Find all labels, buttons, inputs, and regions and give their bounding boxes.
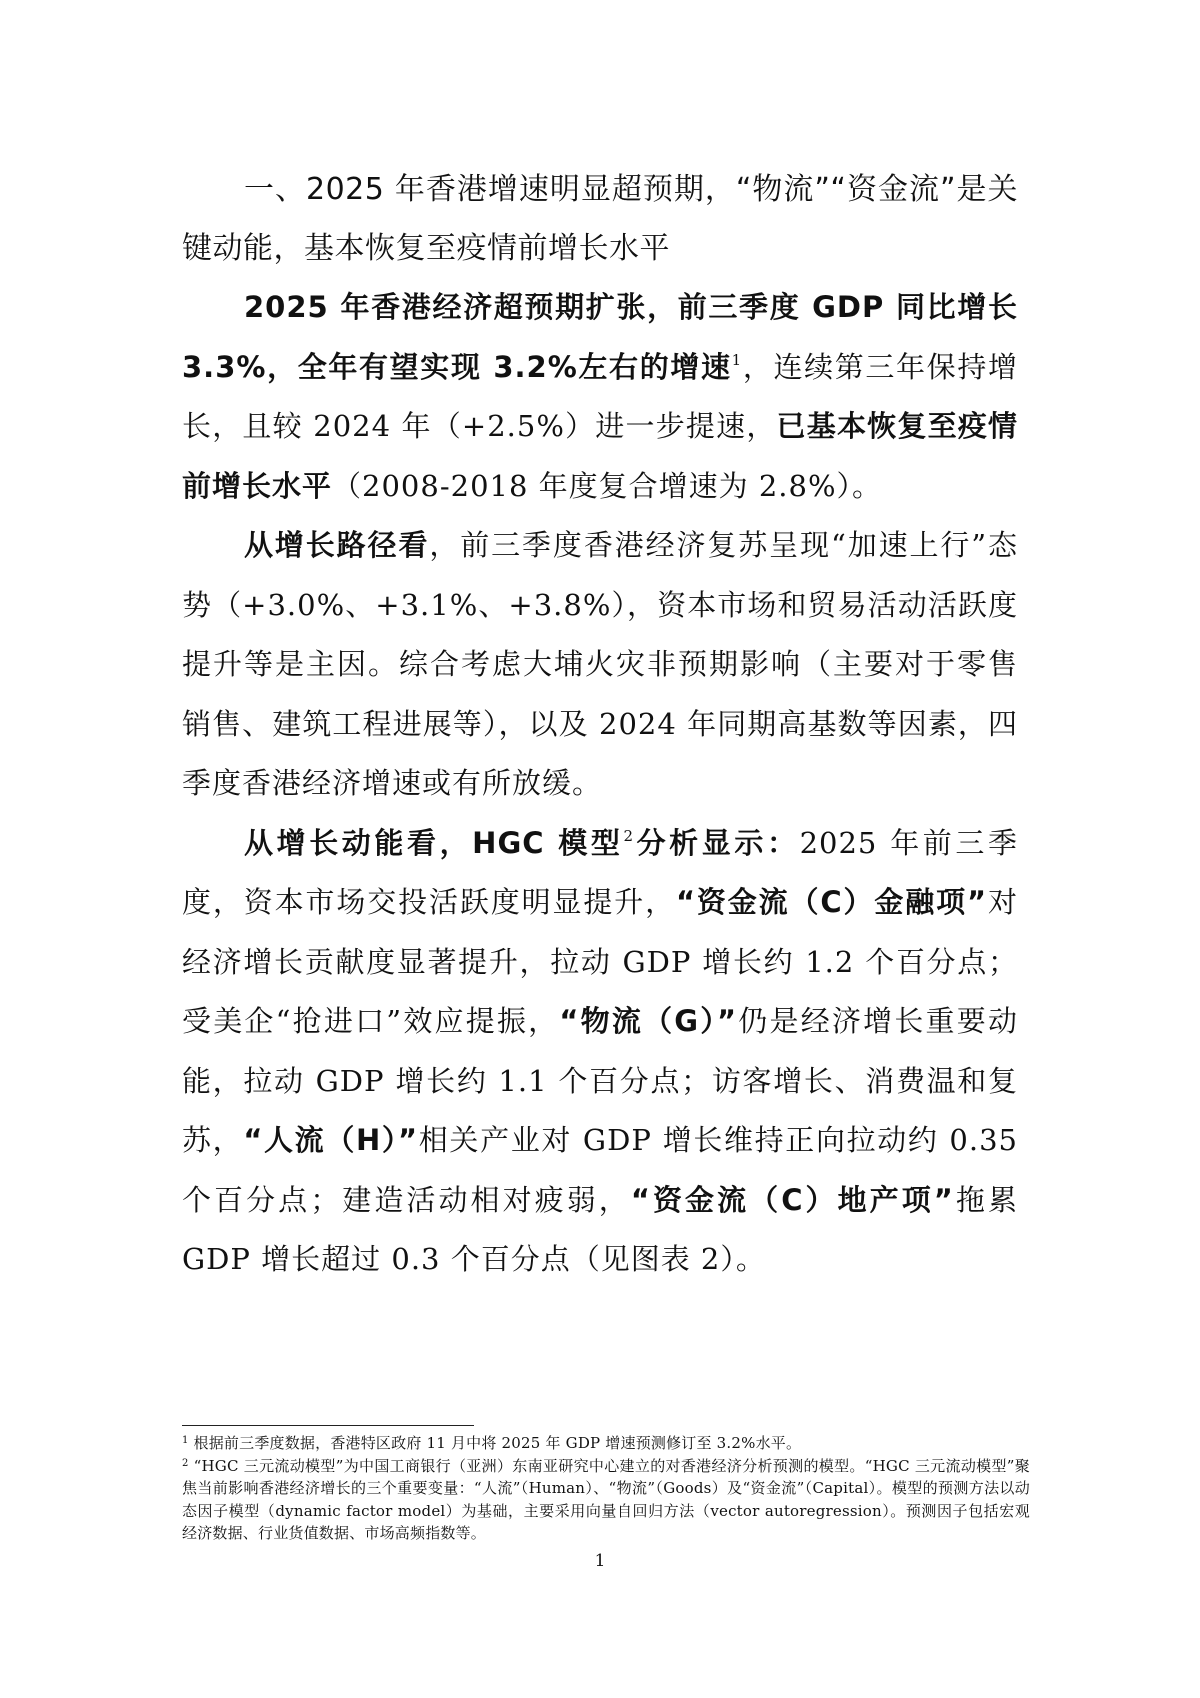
footnote-ref-1[interactable]: 1	[731, 350, 743, 369]
paragraph-text: 相关产业对 GDP 增长维持正向拉动约 0.35 个百分点；建造活动相对疲弱，	[182, 1123, 1019, 1217]
bold-human-flow: “人流（H）”	[243, 1123, 419, 1157]
paragraph-text: ，连续第三年保持增长，且较 2024 年（+2.5%）进一步提速，	[182, 349, 1018, 443]
footnotes	[182, 1432, 1030, 1545]
bold-gdp-growth: 2025 年香港经济超预期扩张，前三季度 GDP 同比增长 3.3%，全年有望实现 3.2%左右的增速	[182, 290, 1018, 384]
footnote-2	[182, 1455, 1030, 1545]
bold-capital-property: “资金流（C）地产项”	[630, 1182, 954, 1217]
paragraph-text: 仍是经济增长重要动能，拉动 GDP 增长约 1.1 个百分点；访客增长、消费温和复苏，	[182, 1004, 1018, 1157]
section-heading: 一、2025 年香港增速明显超预期，“物流”“资金流”是关键动能，基本恢复至疫情前增长水平	[182, 172, 1018, 266]
bold-capital-finance: “资金流（C）金融项”	[675, 885, 988, 919]
body-text	[182, 160, 1018, 1290]
footnote-text: 根据前三季度数据，香港特区政府 11 月中将 2025 年 GDP 增速预测修订至 3.2%水平。	[193, 1434, 802, 1452]
bold-growth-drivers: 从增长动能看，HGC 模型	[244, 825, 624, 860]
paragraph-text: 拖累 GDP 增长超过 0.3 个百分点（见图表 2）。	[182, 1182, 1018, 1276]
bold-goods-flow: “物流（G）”	[559, 1004, 738, 1038]
footnote-number: 2	[182, 1457, 189, 1469]
footnote-number: 1	[182, 1435, 189, 1446]
bold-pre-pandemic: 已基本恢复至疫情前增长水平	[182, 409, 1018, 503]
paragraph-growth-path	[182, 516, 1018, 814]
paragraph-text: 对经济增长贡献度显著提升，拉动 GDP 增长约 1.2 个百分点；受美企“抢进口”效应提振，	[182, 885, 1018, 1038]
paragraph-text: （2008-2018 年度复合增速为 2.8%）。	[332, 468, 883, 503]
footnote-1	[182, 1432, 1030, 1455]
page-number: 1	[594, 1551, 606, 1571]
paragraph-growth-drivers	[182, 814, 1018, 1290]
footnote-text: “HGC 三元流动模型”为中国工商银行（亚洲）东南亚研究中心建立的对香港经济分析预测的模型。“HGC 三元流动模型”聚焦当前影响香港经济增长的三个重要变量：“人流”（Human）、“物流”（Goods）及“资金流”（Capital）。模型的预测方法以动态因子模型（dynamic factor model）为基础，主要采用向量自回归方法（vector autoregression）。预测因子包括宏观经济数据、行业货值数据、市场高频指数等。	[182, 1456, 1030, 1542]
bold-analysis: 分析显示：	[633, 825, 800, 860]
paragraph-text: 2025 年前三季度，资本市场交投活跃度明显提升，	[182, 825, 1018, 919]
bold-growth-path: 从增长路径看	[244, 528, 430, 562]
footnote-ref-2[interactable]: 2	[623, 826, 634, 845]
paragraph-gdp-growth	[182, 278, 1018, 516]
paragraph-text: ，前三季度香港经济复苏呈现“加速上行”态势（+3.0%、+3.1%、+3.8%），资本市场和贸易活动活跃度提升等是主因。综合考虑大埔火灾非预期影响（主要对于零售销售、建筑工程进展等），以及 2024 年同期高基数等因素，四季度香港经济增速或有所放缓。	[182, 528, 1018, 800]
footnote-divider	[182, 1425, 474, 1426]
